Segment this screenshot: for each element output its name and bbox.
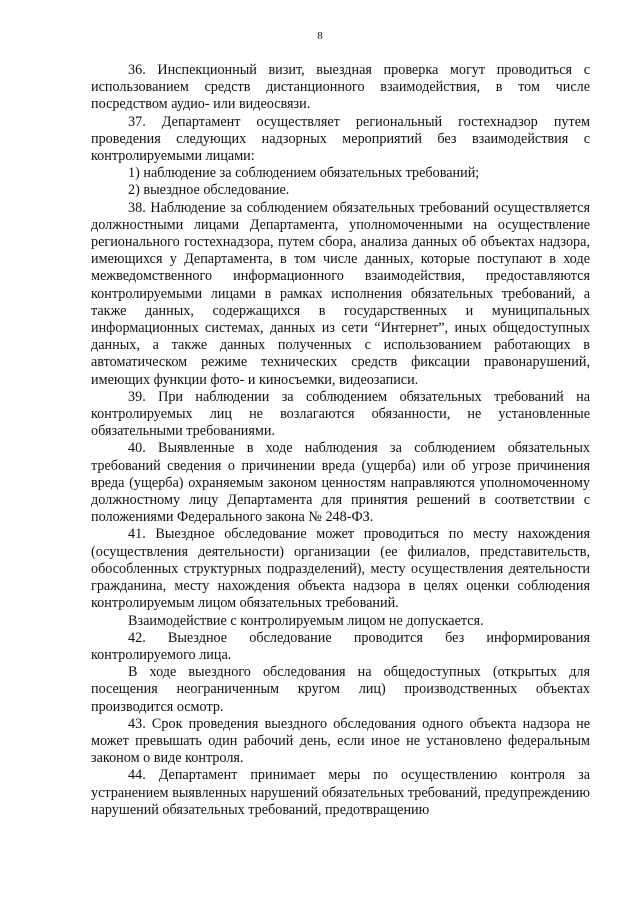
paragraph-42-inspection: В ходе выездного обследования на общедоступных (открытых для посещения неограниченным кругом лиц) производственных объектах производится осмотр.	[91, 664, 590, 715]
paragraph-36: 36. Инспекционный визит, выездная проверка могут проводиться с использованием средств дистанционного взаимодействия, в том числе посредством аудио- или видеосвязи.	[91, 62, 590, 113]
paragraph-42: 42. Выездное обследование проводится без информирования контролируемого лица.	[91, 629, 590, 663]
paragraph-41-note: Взаимодействие с контролируемым лицом не допускается.	[128, 612, 484, 629]
document-body	[91, 62, 590, 819]
page-number: 8	[317, 30, 323, 42]
paragraph-43: 43. Срок проведения выездного обследования одного объекта надзора не может превышать один рабочий день, если иное не установлено федеральным законом о виде контроля.	[91, 715, 590, 767]
list-item-1: 1) наблюдение за соблюдением обязательных требований;	[128, 165, 480, 182]
paragraph-37: 37. Департамент осуществляет региональный гостехнадзор путем проведения следующих надзорных мероприятий без взаимодействия с контролируемыми лицами:	[91, 113, 590, 165]
paragraph-41: 41. Выездное обследование может проводиться по месту нахождения (осуществления деятельности) организации (ее филиалов, представительств, обособленных структурных подразделений), месту осуществления деятельности гражданина, месту нахождения объекта надзора в целях оценки соблюдения контролируемым лицом обязательных требований.	[91, 526, 590, 612]
list-item-2: 2) выездное обследование.	[128, 182, 290, 199]
paragraph-40: 40. Выявленные в ходе наблюдения за соблюдением обязательных требований сведения о причинении вреда (ущерба) или об угрозе причинения вреда (ущерба) охраняемым законом ценностям направляются уполномоченному должностному лицу Департамента для принятия решений в соответствии с положениями Федерального закона № 248-ФЗ.	[91, 440, 590, 526]
paragraph-38: 38. Наблюдение за соблюдением обязательных требований осуществляется должностными лицами Департамента, уполномоченными на осуществление регионального гостехнадзора, путем сбора, анализа данных об объектах надзора, имеющихся у Департамента, в том числе данных, которые поступают в ходе межведомственного информационного взаимодействия, предоставляются контролируемыми лицами в рамках исполнения обязательных требований, а также данных, содержащихся в государственных и муниципальных информационных системах, данных из сети “Интернет”, иных общедоступных данных, а также данных полученных с использованием работающих в автоматическом режиме технических средств фиксации правонарушений, имеющих функции фото- и киносъемки, видеозаписи.	[91, 199, 590, 388]
paragraph-44: 44. Департамент принимает меры по осуществлению контроля за устранением выявленных нарушений обязательных требований, предупреждению нарушений обязательных требований, предотвращению	[91, 767, 590, 818]
paragraph-39: 39. При наблюдении за соблюдением обязательных требований на контролируемых лиц не возлагаются обязанности, не установленные обязательными требованиями.	[91, 388, 590, 440]
